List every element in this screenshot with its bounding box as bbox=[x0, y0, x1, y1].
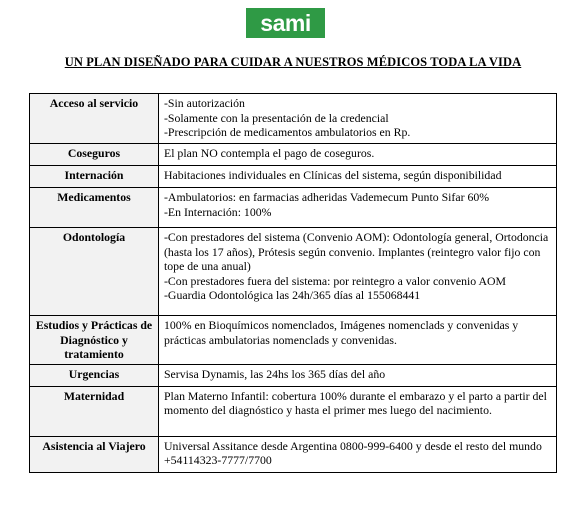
row-value bbox=[159, 188, 557, 228]
row-value bbox=[159, 386, 557, 436]
row-value bbox=[159, 94, 557, 144]
value-line: Habitaciones individuales en Clínicas del sistema, según disponibilidad bbox=[164, 168, 502, 182]
value-line: -Sin autorización bbox=[164, 96, 245, 110]
value-line: -Prescripción de medicamentos ambulatorios en Rp. bbox=[164, 125, 411, 139]
table-row bbox=[30, 386, 557, 436]
value-line: Plan Materno Infantil: cobertura 100% durante el embarazo y el parto a partir del momento del diagnóstico y hasta el primer mes luego del nacimiento. bbox=[164, 388, 547, 417]
row-value bbox=[159, 144, 557, 166]
value-line: -Con prestadores fuera del sistema: por reintegro a valor convenio AOM bbox=[164, 273, 507, 288]
row-value bbox=[159, 316, 557, 365]
row-label: Internación bbox=[30, 166, 159, 188]
logo-text: sami bbox=[260, 9, 311, 36]
row-label: Urgencias bbox=[30, 364, 159, 386]
row-value bbox=[159, 166, 557, 188]
row-value bbox=[159, 228, 557, 316]
table-row bbox=[30, 166, 557, 188]
coverage-table bbox=[29, 93, 557, 473]
row-label: Estudios y Prácticas de Diagnóstico y tratamiento bbox=[30, 316, 159, 365]
value-line: El plan NO contempla el pago de coseguros. bbox=[164, 146, 375, 160]
table-row bbox=[30, 188, 557, 228]
row-label: Maternidad bbox=[30, 386, 159, 436]
table-row bbox=[30, 228, 557, 316]
row-label: Acceso al servicio bbox=[30, 94, 159, 144]
row-label: Asistencia al Viajero bbox=[30, 436, 159, 472]
row-label: Odontología bbox=[30, 228, 159, 316]
value-line: Servisa Dynamis, las 24hs los 365 días del año bbox=[164, 366, 386, 381]
sami-logo bbox=[246, 8, 325, 38]
value-line: Universal Assitance desde Argentina 0800-999-6400 y desde el resto del mundo +54114323-7777/7700 bbox=[164, 438, 542, 467]
table-row bbox=[30, 364, 557, 386]
row-label: Coseguros bbox=[30, 144, 159, 166]
value-line: -Solamente con la presentación de la credencial bbox=[164, 110, 389, 125]
value-line: -Ambulatorios: en farmacias adheridas Vademecum Punto Sifar 60% bbox=[164, 190, 490, 204]
row-label: Medicamentos bbox=[30, 188, 159, 228]
value-line: -Con prestadores del sistema (Convenio AOM): Odontología general, Ortodoncia (hasta los 17 años), Prótesis según convenio. Implantes (reintegro valor fijo con tope de una anual) bbox=[164, 230, 549, 273]
value-line: -En Internación: 100% bbox=[164, 204, 272, 219]
value-line: -Guardia Odontológica las 24h/365 días al 155068441 bbox=[164, 288, 421, 302]
value-line: 100% en Bioquímicos nomenclados, Imágenes nomenclads y convenidas y prácticas ambulatorias nomenclads y convenidas. bbox=[164, 318, 519, 347]
row-value bbox=[159, 436, 557, 472]
table-row bbox=[30, 436, 557, 472]
table-row bbox=[30, 144, 557, 166]
row-value bbox=[159, 364, 557, 386]
table-row bbox=[30, 94, 557, 144]
page-title: UN PLAN DISEÑADO PARA CUIDAR A NUESTROS MÉDICOS TODA LA VIDA bbox=[64, 55, 522, 69]
table-row bbox=[30, 316, 557, 365]
